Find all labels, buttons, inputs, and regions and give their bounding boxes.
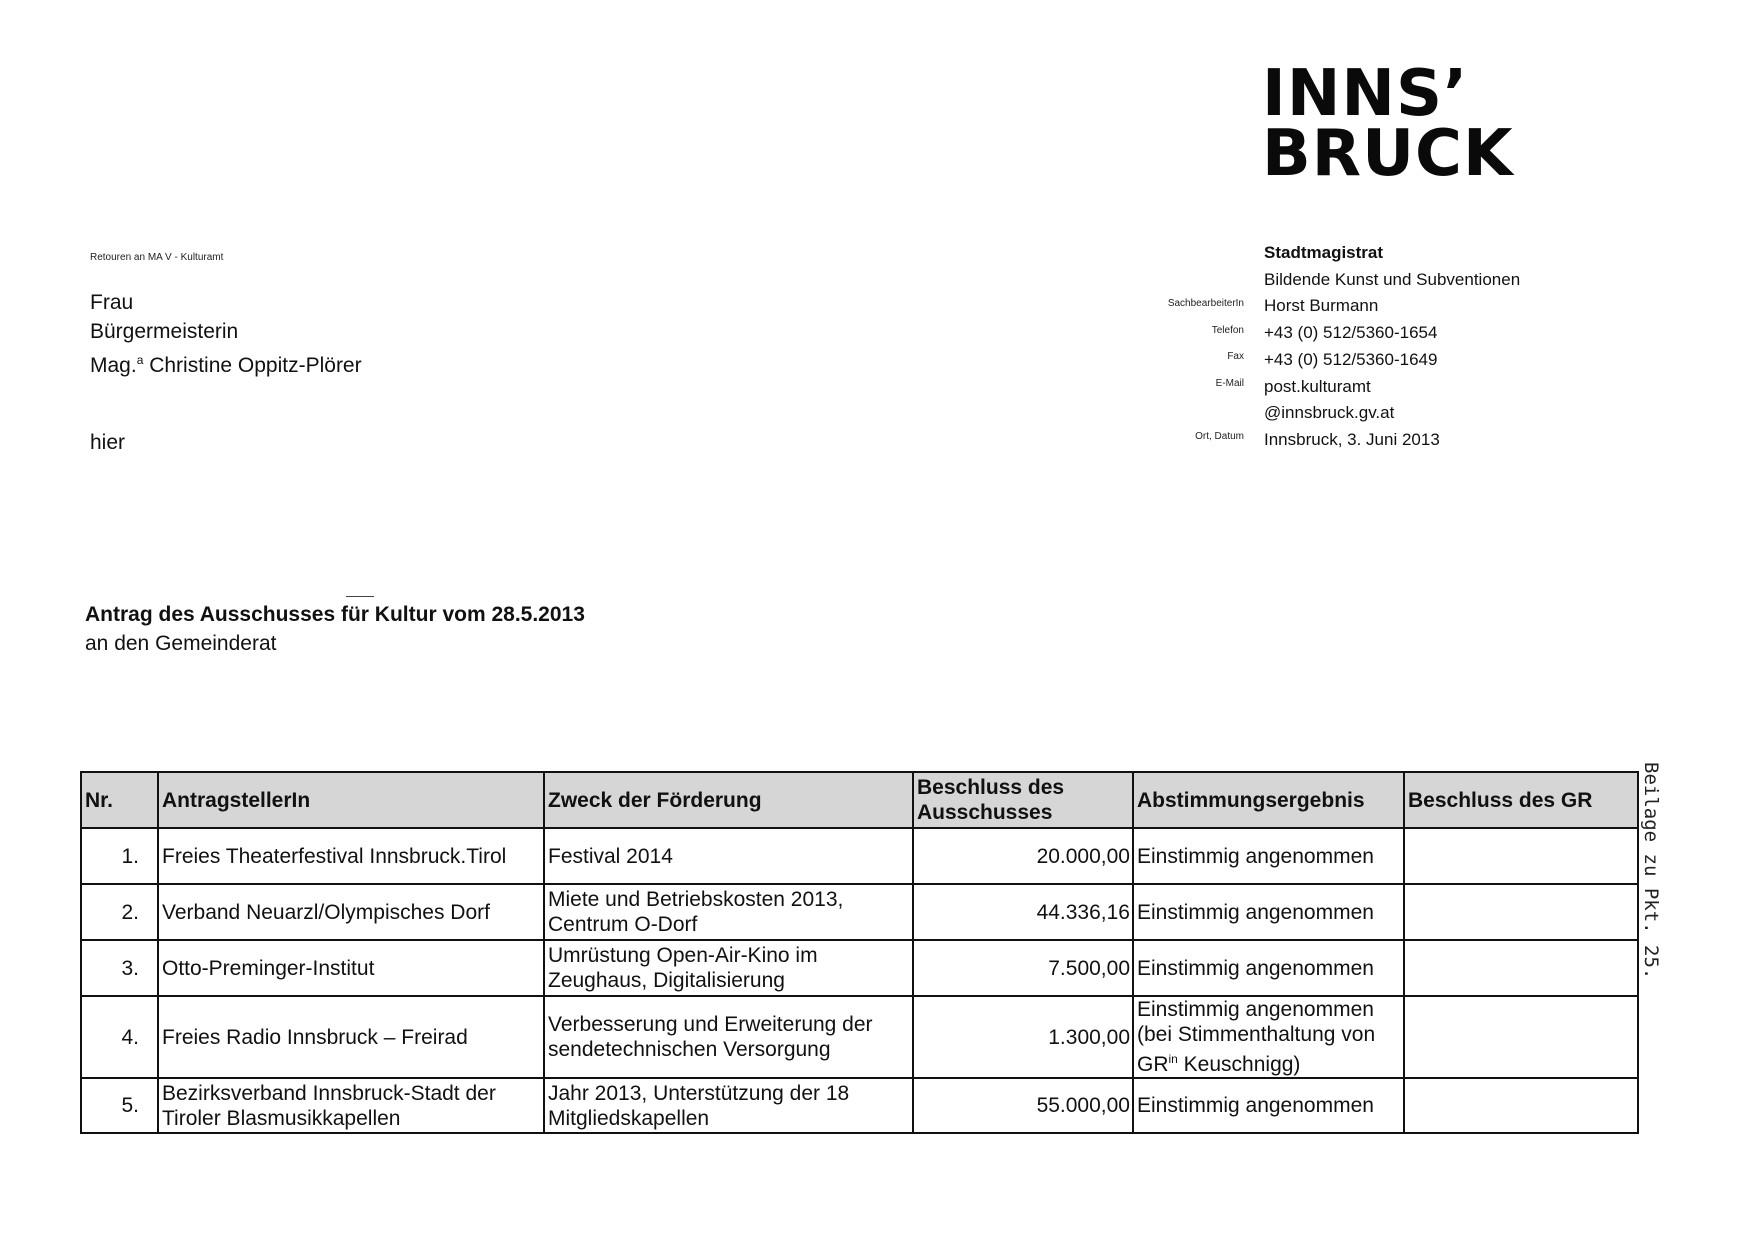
table-row: [81, 996, 1638, 1078]
cell-amount: 20.000,00: [913, 828, 1133, 884]
grants-table: [80, 771, 1639, 1134]
recipient-salutation: Frau: [90, 291, 134, 314]
cell-nr: 4.: [81, 996, 158, 1078]
title-line-2: an den Gemeinderat: [85, 632, 277, 655]
attachment-note: Beilage zu Pkt. 25.: [1640, 762, 1662, 980]
return-address: Retouren an MA V - Kulturamt: [90, 252, 224, 263]
label-fax: Fax: [1227, 351, 1244, 363]
cell-amount: 44.336,16: [913, 884, 1133, 940]
sender-org: Stadtmagistrat: [1264, 243, 1384, 262]
recipient-hier: hier: [90, 431, 126, 454]
cell-amount: 55.000,00: [913, 1078, 1133, 1133]
recipient-block: [90, 288, 362, 457]
header-council: Beschluss des GR: [1404, 772, 1638, 828]
cell-vote: Einstimmig angenommen: [1133, 884, 1404, 940]
document-title: [85, 600, 585, 658]
label-clerk: SachbearbeiterIn: [1167, 298, 1244, 309]
table-header-row: [81, 772, 1638, 828]
header-purpose: Zweck der Förderung: [544, 772, 913, 828]
pen-mark: [346, 596, 374, 597]
cell-purpose: Umrüstung Open-Air-Kino im Zeughaus, Digitalisierung: [544, 940, 913, 996]
cell-council: [1404, 828, 1638, 884]
sender-department: Bildende Kunst und Subventionen: [1264, 269, 1521, 289]
cell-purpose: Verbesserung und Erweiterung der sendetechnischen Versorgung: [544, 996, 913, 1078]
table-row: [81, 828, 1638, 884]
logo-line-2: BRUCK: [1262, 117, 1514, 191]
recipient-name: Mag.$^a$ Christine Oppitz-Plörer: [90, 353, 362, 377]
cell-applicant: Otto-Preminger-Institut: [158, 940, 544, 996]
label-spacer: [1110, 398, 1244, 425]
cell-purpose: Miete und Betriebskosten 2013, Centrum O-Dorf: [544, 884, 913, 940]
label-place-date: Ort, Datum: [1195, 431, 1244, 443]
innsbruck-logo: [1262, 57, 1514, 191]
header-applicant: AntragstellerIn: [158, 772, 544, 828]
title-line-1: Antrag des Ausschusses für Kultur vom 28.5.2013: [85, 603, 585, 626]
header-decision: Beschluss des Ausschusses: [913, 772, 1133, 828]
cell-council: [1404, 940, 1638, 996]
table-row: [81, 1078, 1638, 1133]
sender-block: [1264, 240, 1520, 454]
cell-nr: 3.: [81, 940, 158, 996]
cell-applicant: Freies Radio Innsbruck – Freirad: [158, 996, 544, 1078]
cell-nr: 5.: [81, 1078, 158, 1133]
sender-phone: +43 (0) 512/5360-1654: [1264, 323, 1438, 343]
cell-nr: 2.: [81, 884, 158, 940]
sender-place-date: Innsbruck, 3. Juni 2013: [1264, 429, 1440, 449]
cell-vote: Einstimmig angenommen: [1133, 828, 1404, 884]
label-email: E-Mail: [1215, 378, 1244, 390]
label-phone: Telefon: [1211, 324, 1244, 336]
header-nr: Nr.: [81, 772, 158, 828]
table-row: [81, 940, 1638, 996]
cell-council: [1404, 996, 1638, 1078]
cell-vote: Einstimmig angenommen (bei Stimmenthaltung von $GR^{in}$ Keuschnigg): [1133, 996, 1404, 1078]
cell-amount: 1.300,00: [913, 996, 1133, 1078]
cell-purpose: Jahr 2013, Unterstützung der 18 Mitgliedskapellen: [544, 1078, 913, 1133]
header-vote: Abstimmungsergebnis: [1133, 772, 1404, 828]
sender-email-1[interactable]: post.kulturamt: [1264, 376, 1371, 396]
cell-amount: 7.500,00: [913, 940, 1133, 996]
cell-vote: Einstimmig angenommen: [1133, 1078, 1404, 1133]
cell-council: [1404, 1078, 1638, 1133]
cell-vote: Einstimmig angenommen: [1133, 940, 1404, 996]
cell-applicant: Verband Neuarzl/Olympisches Dorf: [158, 884, 544, 940]
sender-clerk: Horst Burmann: [1264, 296, 1379, 316]
sender-labels: [1110, 291, 1244, 451]
table-row: [81, 884, 1638, 940]
cell-applicant: Bezirksverband Innsbruck-Stadt der Tiroler Blasmusikkapellen: [158, 1078, 544, 1133]
recipient-role: Bürgermeisterin: [90, 320, 239, 343]
sender-fax: +43 (0) 512/5360-1649: [1264, 349, 1438, 369]
cell-purpose: Festival 2014: [544, 828, 913, 884]
logo-line-1: INNS’: [1262, 57, 1469, 131]
cell-applicant: Freies Theaterfestival Innsbruck.Tirol: [158, 828, 544, 884]
cell-council: [1404, 884, 1638, 940]
cell-nr: 1.: [81, 828, 158, 884]
sender-email-2[interactable]: @innsbruck.gv.at: [1264, 403, 1395, 423]
